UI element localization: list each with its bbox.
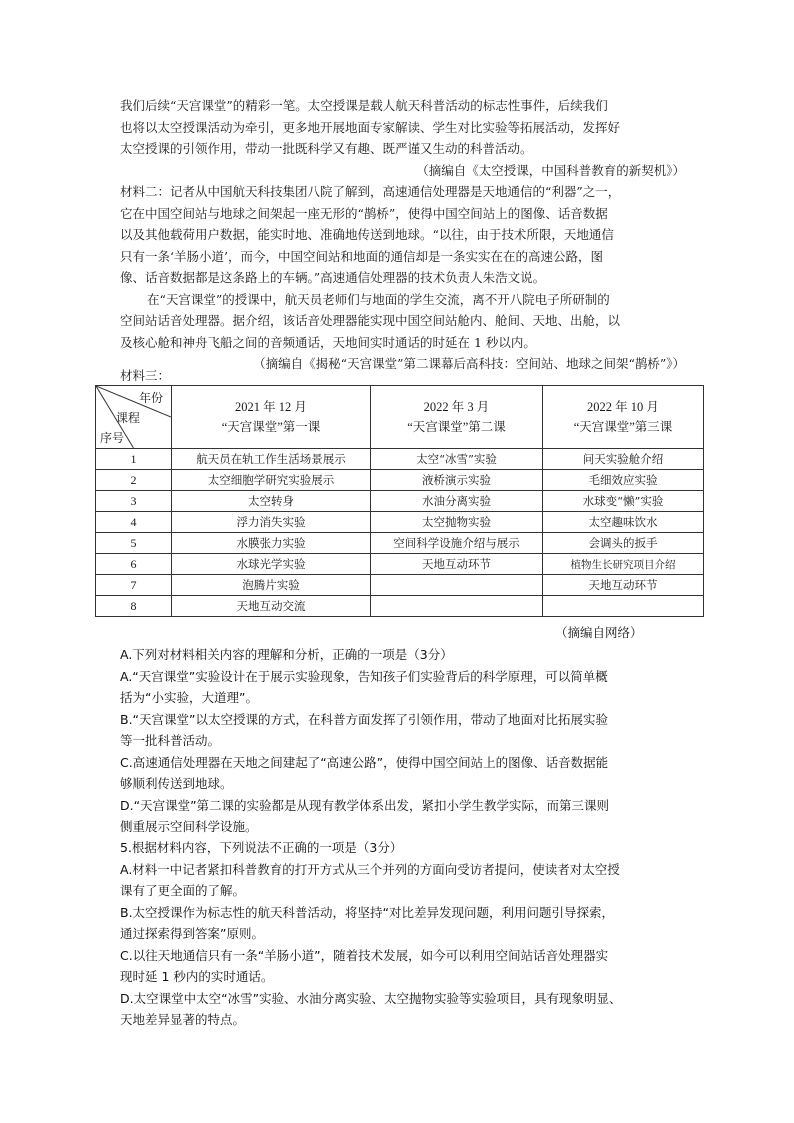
text-line: 也将以太空授课活动为牵引，更多地开展地面专家解读、学生对比实验等拓展活动，发挥好 [120,119,621,135]
table-row: 3 太空转身 水油分离实验 水球变“懒”实验 [96,491,704,512]
text-line: 太空授课的引领作用，带动一批既科学又有趣、既严谨又生动的科普活动。 [120,141,533,156]
corner-course-label: 课程 [116,411,141,425]
course-table [95,385,704,617]
source-note: （摘编自《太空授课，中国科普教育的新契机》） [416,162,685,178]
table-source-note: （摘编自网络） [555,625,643,640]
material1-tail [120,95,685,181]
answer-option[interactable]: B.“天宫课堂”以太空授课的方式，在科普方面发挥了引领作用，带动了地面对比拓展实验 等一批科普活动。 [120,711,609,748]
table-header-row [96,386,704,449]
corner-cell [96,386,172,449]
answer-option[interactable]: C.以往天地通信只有一条“羊肠小道”，随着技术发展，如今可以利用空间站话音处理器实 现时延 1 秒内的实时通话。 [120,947,609,984]
question-block [120,644,690,838]
table-row: 8 天地互动交流 [96,596,704,617]
table-row: 4 浮力消失实验 太空抛物实验 太空趣味饮水 [96,512,704,533]
table-row: 6 水球光学实验 天地互动环节 植物生长研究项目介绍 [96,554,704,575]
answer-option[interactable]: B.太空授课作为标志性的航天科普活动，将坚持“对比差异发现问题，利用问题引导探索， 通过探索得到答案”原则。 [120,904,615,941]
column-header: 2022 年 10 月 “天宫课堂”第三课 [543,386,704,449]
text-line: 材料二：记者从中国航天科技集团八院了解到，高速通信处理器是天地通信的“利器”之一， [120,184,621,199]
source-note: （摘编自《揭秘“天宫课堂”第二课幕后高科技：空间站、地球之间架“鹊桥”》） [253,356,685,371]
text-line: 我们后续“天宫课堂”的精彩一笔。太空授课是载人航天科普活动的标志性事件，后续我们 [120,98,608,113]
answer-option[interactable]: A.“天宫课堂”实验设计在于展示实验现象，告知孩子们实验背后的科学原理，可以简单概 括为“小实验，大道理”。 [120,668,608,705]
material3-label: 材料三： [120,368,171,383]
text-line: 及核心舱和神舟飞船之间的音频通话，天地间实时通话的时延在 1 秒以内。 [120,334,536,350]
text-line: 在“天宫课堂”的授课中，航天员老师们与地面的学生交流，离不开八院电子所研制的 [147,291,610,307]
question-stem: 5.根据材料内容，下列说法不正确的一项是（3分） [120,840,403,855]
question-stem: A.下列对材料相关内容的理解和分析，正确的一项是（3分） [120,647,453,662]
text-line: 它在中国空间站与地球之间架起一座无形的“鹊桥”，使得中国空间站上的图像、话音数据 [120,205,608,221]
corner-number-label: 序号 [100,431,125,445]
answer-option[interactable]: C.高速通信处理器在天地之间建起了“高速公路”，使得中国空间站上的图像、话音数据能 够顺利传送到地球。 [120,754,609,791]
table-row: 7 泡腾片实验 天地互动环节 [96,575,704,596]
table-row: 1 航天员在轨工作生活场景展示 太空“冰雪”实验 问天实验舱介绍 [96,449,704,470]
table-row: 2 太空细胞学研究实验展示 液桥演示实验 毛细效应实验 [96,470,704,491]
table-row: 5 水膜张力实验 空间科学设施介绍与展示 会调头的扳手 [96,533,704,554]
text-line: 只有一条‘羊肠小道’，而今，中国空间站和地面的通信却是一条实实在在的高速公路，图 [120,248,603,264]
answer-option[interactable]: D.“天宫课堂”第二课的实验都是从现有教学体系出发，紧扣小学生教学实际，而第三课则 侧重展示空间科学设施。 [120,797,610,834]
text-line: 像、话音数据都是这条路上的车辆。”高速通信处理器的技术负责人朱浩文说。 [120,270,546,285]
text-line: 以及其他载荷用户数据，能实时地、准确地传送到地球。“以往，由于技术所限，天地通信 [120,227,614,242]
column-header: 2022 年 3 月 “天宫课堂”第二课 [371,386,543,449]
column-header: 2021 年 12 月 “天宫课堂”第一课 [172,386,371,449]
material2 [120,181,685,375]
text-line: 空间站话音处理器。据介绍，该话音处理器能实现中国空间站舱内、舱间、天地、出舱，以 [120,313,621,328]
question-block [120,837,690,1031]
corner-year-label: 年份 [138,391,163,405]
answer-option[interactable]: D.太空课堂中太空“冰雪”实验、水油分离实验、太空抛物实验等实验项目，具有现象明显、 天地差异显著的特点。 [120,990,622,1027]
answer-option[interactable]: A.材料一中记者紧扣科普教育的打开方式从三个并列的方面向受访者提问，使读者对太空授 课有了更全面的了解。 [120,861,620,898]
